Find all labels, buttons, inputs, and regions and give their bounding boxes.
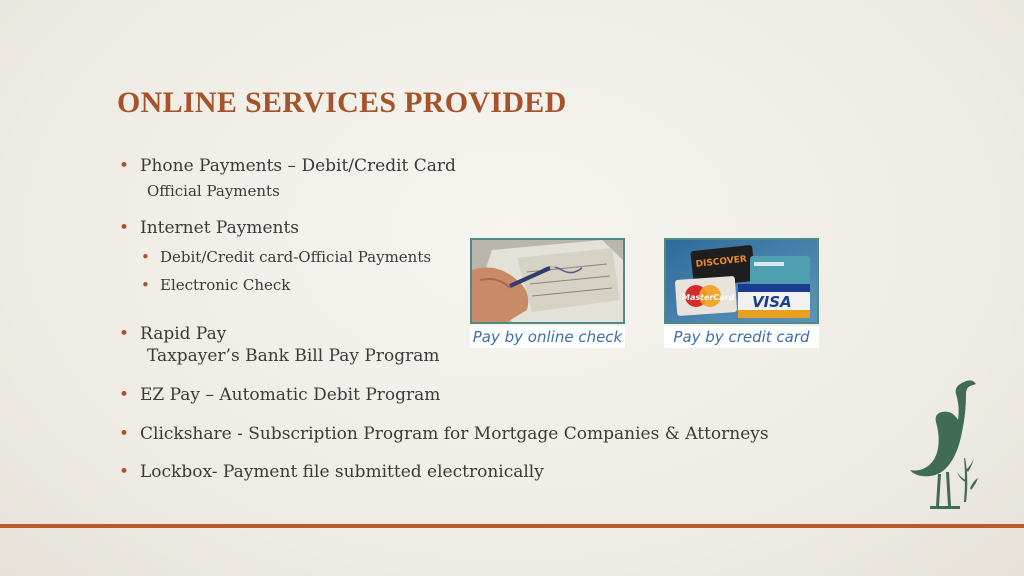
heron-icon	[908, 378, 980, 514]
bullet-dot: •	[141, 276, 150, 294]
credit-cards-photo-icon	[664, 238, 819, 324]
bullet-dot: •	[119, 385, 130, 405]
bullet-dot: •	[119, 424, 130, 444]
bullet-text: EZ Pay – Automatic Debit Program	[140, 385, 441, 405]
bullet-dot: •	[119, 218, 130, 238]
credit-card-figure	[664, 238, 819, 350]
bottom-divider	[0, 524, 1024, 528]
mastercard-label: MasterCard	[682, 293, 735, 302]
bullet-dot: •	[119, 156, 130, 176]
bullet-dot: •	[119, 324, 130, 344]
slide-title: ONLINE SERVICES PROVIDED	[117, 86, 567, 119]
credit-card-caption: Pay by credit card	[664, 326, 819, 348]
sub-bullet-text: Electronic Check	[160, 276, 291, 294]
bullet-dot: •	[141, 248, 150, 266]
visa-card-label: VISA	[752, 293, 792, 311]
online-check-caption: Pay by online check	[470, 326, 625, 348]
discover-card-label: DISCOVER	[695, 254, 748, 270]
bullet-text: Clickshare - Subscription Program for Mortgage Companies & Attorneys	[140, 424, 769, 444]
check-writing-photo-icon	[470, 238, 625, 324]
bullet-text: Internet Payments	[140, 218, 300, 238]
bullet-text: Lockbox- Payment file submitted electronically	[140, 462, 544, 482]
sub-bullet-text: Debit/Credit card-Official Payments	[160, 248, 432, 266]
bullet-text: Phone Payments – Debit/Credit Card	[140, 156, 456, 176]
bullet-text: Rapid Pay	[140, 324, 227, 344]
online-check-figure	[470, 238, 625, 348]
bullet-continuation-text: Taxpayer’s Bank Bill Pay Program	[147, 346, 440, 366]
bullet-continuation-text: Official Payments	[147, 182, 280, 200]
bullet-dot: •	[119, 462, 130, 482]
